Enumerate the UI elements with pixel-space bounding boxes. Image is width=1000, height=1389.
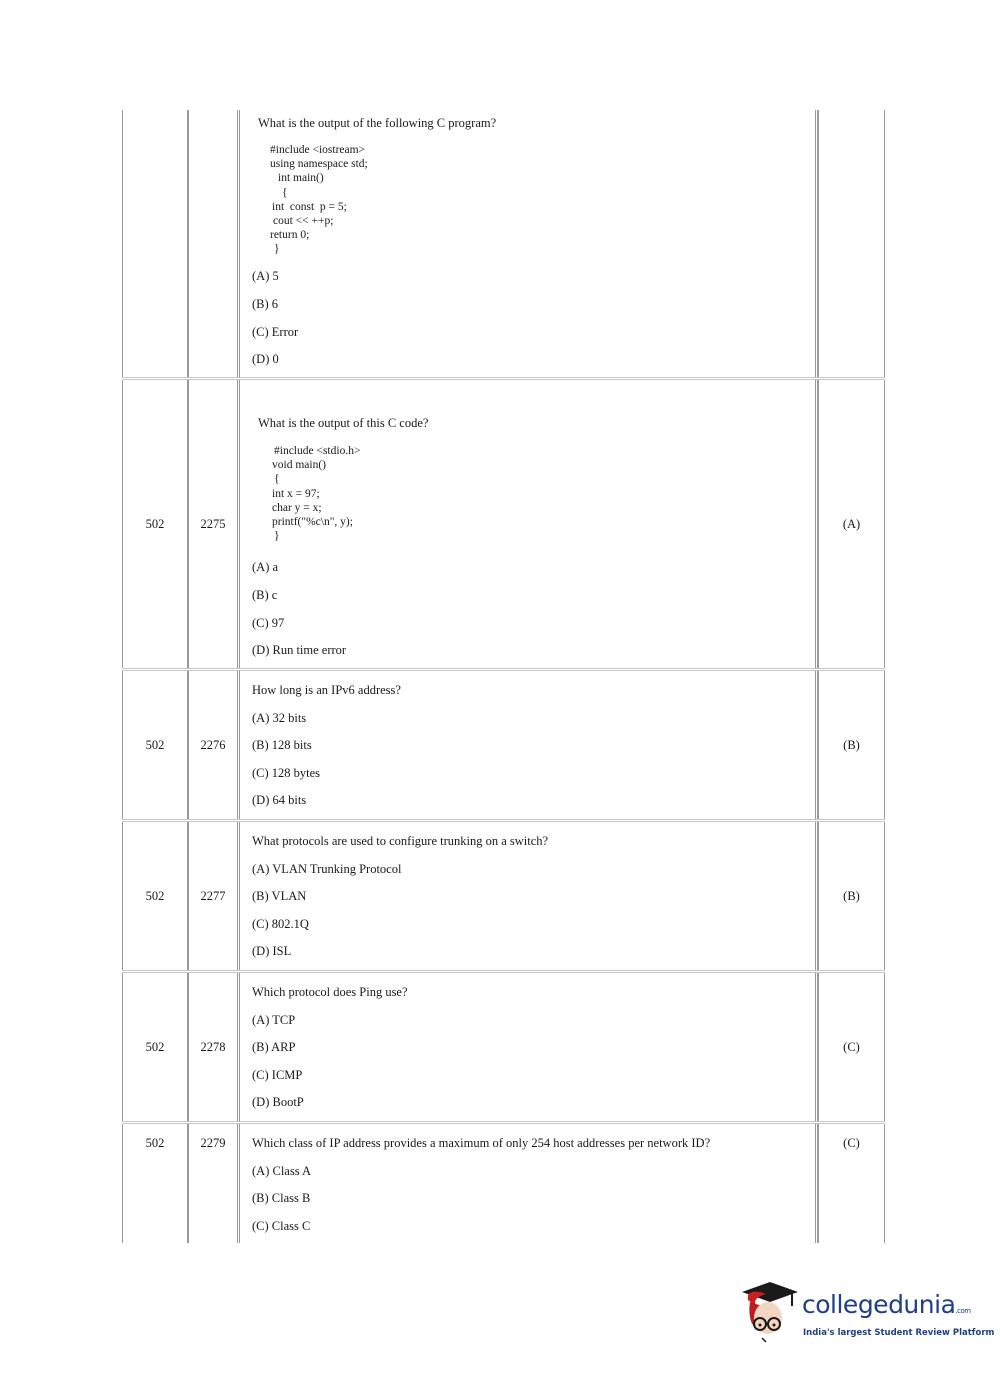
question-cell xyxy=(240,380,818,668)
option-c: (C) Class C xyxy=(252,1219,311,1233)
code-line: char y = x; xyxy=(272,501,322,514)
answer-cell xyxy=(818,110,885,377)
table-row xyxy=(122,973,885,1124)
option-d: (D) 0 xyxy=(252,352,279,366)
code-line: int x = 97; xyxy=(272,487,320,500)
code-line: void main() xyxy=(272,459,326,472)
question-number-cell: 2276 xyxy=(188,671,240,819)
code-line: #include <stdio.h> xyxy=(274,445,361,457)
question-text: What is the output of this C code? xyxy=(258,416,429,430)
question-cell xyxy=(240,973,818,1121)
subject-cell: 502 xyxy=(122,380,188,668)
option-b: (B) ARP xyxy=(252,1040,296,1054)
option-b: (B) VLAN xyxy=(252,889,307,903)
code-line: printf("%c\n", y); xyxy=(272,516,353,529)
option-b: (B) 128 bits xyxy=(252,738,312,752)
question-cell xyxy=(240,822,818,970)
subject-cell: 502 xyxy=(122,973,188,1121)
question-text: Which protocol does Ping use? xyxy=(252,985,408,999)
option-c: (C) 802.1Q xyxy=(252,917,309,931)
code-line: int const p = 5; xyxy=(272,200,347,213)
code-block xyxy=(272,444,360,543)
table-row xyxy=(122,1124,885,1243)
code-line: #include <iostream> xyxy=(270,144,366,156)
code-line: int main() xyxy=(278,172,324,185)
question-number-cell: 2278 xyxy=(188,973,240,1121)
code-line: } xyxy=(274,243,280,256)
table-row xyxy=(122,110,885,380)
table-row xyxy=(122,671,885,822)
option-c: (C) 128 bytes xyxy=(252,766,321,780)
option-c: (C) ICMP xyxy=(252,1068,303,1082)
mascot-icon xyxy=(740,1280,802,1350)
question-number-cell: 2275 xyxy=(188,380,240,668)
option-d: (D) BootP xyxy=(252,1095,304,1109)
code-line: { xyxy=(282,186,288,199)
collegedunia-logo xyxy=(740,1280,995,1350)
option-b: (B) c xyxy=(252,588,278,602)
question-number-cell: 2279 xyxy=(188,1124,240,1243)
option-b: (B) 6 xyxy=(252,297,279,311)
question-number-cell: 2277 xyxy=(188,822,240,970)
subject-cell xyxy=(122,110,188,377)
question-cell xyxy=(240,110,818,377)
question-table xyxy=(122,110,885,1243)
option-d: (D) 64 bits xyxy=(252,793,307,807)
code-line: using namespace std; xyxy=(270,158,368,171)
option-a: (A) a xyxy=(252,560,279,574)
question-cell xyxy=(240,1124,818,1243)
code-line: return 0; xyxy=(270,229,310,242)
subject-cell: 502 xyxy=(122,822,188,970)
option-b: (B) Class B xyxy=(252,1191,311,1205)
code-block xyxy=(270,143,368,257)
option-d: (D) ISL xyxy=(252,944,292,958)
table-row xyxy=(122,822,885,973)
option-c: (C) Error xyxy=(252,325,299,339)
code-line: cout << ++p; xyxy=(273,215,334,228)
subject-cell: 502 xyxy=(122,1124,188,1243)
question-text: Which class of IP address provides a maximum of only 254 host addresses per network ID? xyxy=(252,1136,711,1150)
question-number-cell xyxy=(188,110,240,377)
option-d: (D) Run time error xyxy=(252,643,347,657)
code-line: { xyxy=(274,473,280,486)
question-text: How long is an IPv6 address? xyxy=(252,683,401,697)
table-row xyxy=(122,380,885,671)
option-c: (C) 97 xyxy=(252,616,285,630)
brand-name: collegedunia.com xyxy=(802,1290,971,1319)
subject-cell: 502 xyxy=(122,671,188,819)
question-cell xyxy=(240,671,818,819)
brand-tagline: India's largest Student Review Platform xyxy=(803,1328,995,1338)
question-text: What is the output of the following C program? xyxy=(258,116,497,130)
option-a: (A) 32 bits xyxy=(252,711,307,725)
code-line: } xyxy=(274,530,280,543)
option-a: (A) TCP xyxy=(252,1013,296,1027)
question-text: What protocols are used to configure trunking on a switch? xyxy=(252,834,549,848)
answer-cell: (B) xyxy=(818,822,885,970)
answer-cell: (A) xyxy=(818,380,885,668)
answer-cell: (C) xyxy=(818,973,885,1121)
option-a: (A) 5 xyxy=(252,269,279,283)
answer-cell: (C) xyxy=(818,1124,885,1243)
option-a: (A) VLAN Trunking Protocol xyxy=(252,862,402,876)
answer-cell: (B) xyxy=(818,671,885,819)
option-a: (A) Class A xyxy=(252,1164,312,1178)
